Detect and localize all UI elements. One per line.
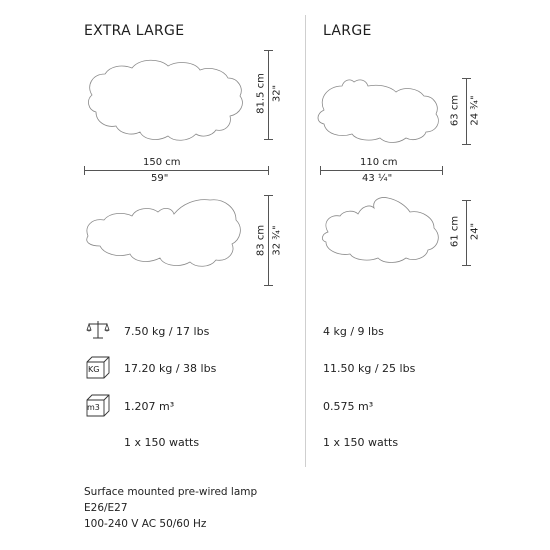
- footer-line-1: Surface mounted pre-wired lamp: [84, 486, 258, 498]
- l-top-height-cm: 63 cm: [449, 94, 461, 127]
- xl-bulbs: 1 x 150 watts: [124, 436, 200, 449]
- l-net-weight: 4 kg / 9 lbs: [323, 325, 384, 338]
- l-bottom-height-tick-top: [462, 200, 471, 201]
- xl-width-in: 59": [151, 173, 169, 184]
- l-width-in: 43 ¼": [362, 173, 393, 184]
- xl-width-cm: 150 cm: [143, 157, 181, 168]
- large-title: LARGE: [323, 23, 372, 39]
- xl-top-height-cm: 81.5 cm: [255, 73, 267, 114]
- kg-label: KG: [88, 365, 100, 374]
- xl-volume: 1.207 m³: [124, 400, 175, 413]
- l-top-height-in: 24 ¾": [469, 95, 481, 126]
- footer-line-3: 100-240 V AC 50/60 Hz: [84, 518, 207, 530]
- l-volume: 0.575 m³: [323, 400, 374, 413]
- xl-gross-weight: 17.20 kg / 38 lbs: [124, 362, 217, 375]
- l-gross-weight: 11.50 kg / 25 lbs: [323, 362, 416, 375]
- footer-line-2: E26/E27: [84, 502, 128, 514]
- xl-net-weight: 7.50 kg / 17 lbs: [124, 325, 210, 338]
- l-bottom-height-in: 24": [469, 222, 481, 241]
- extra-large-title: EXTRA LARGE: [84, 23, 185, 39]
- m3-label: m3: [87, 403, 100, 412]
- l-width-cm: 110 cm: [360, 157, 398, 168]
- xl-bottom-height-in: 32 ¾": [271, 225, 283, 256]
- l-bulbs: 1 x 150 watts: [323, 436, 399, 449]
- balance-scale-icon: [86, 318, 110, 342]
- xl-bottom-height-cm: 83 cm: [255, 224, 267, 257]
- l-bottom-height-line: [466, 200, 467, 265]
- xl-top-height-in: 32": [271, 84, 283, 103]
- l-bottom-height-cm: 61 cm: [449, 215, 461, 248]
- l-bottom-height-tick-bottom: [462, 265, 471, 266]
